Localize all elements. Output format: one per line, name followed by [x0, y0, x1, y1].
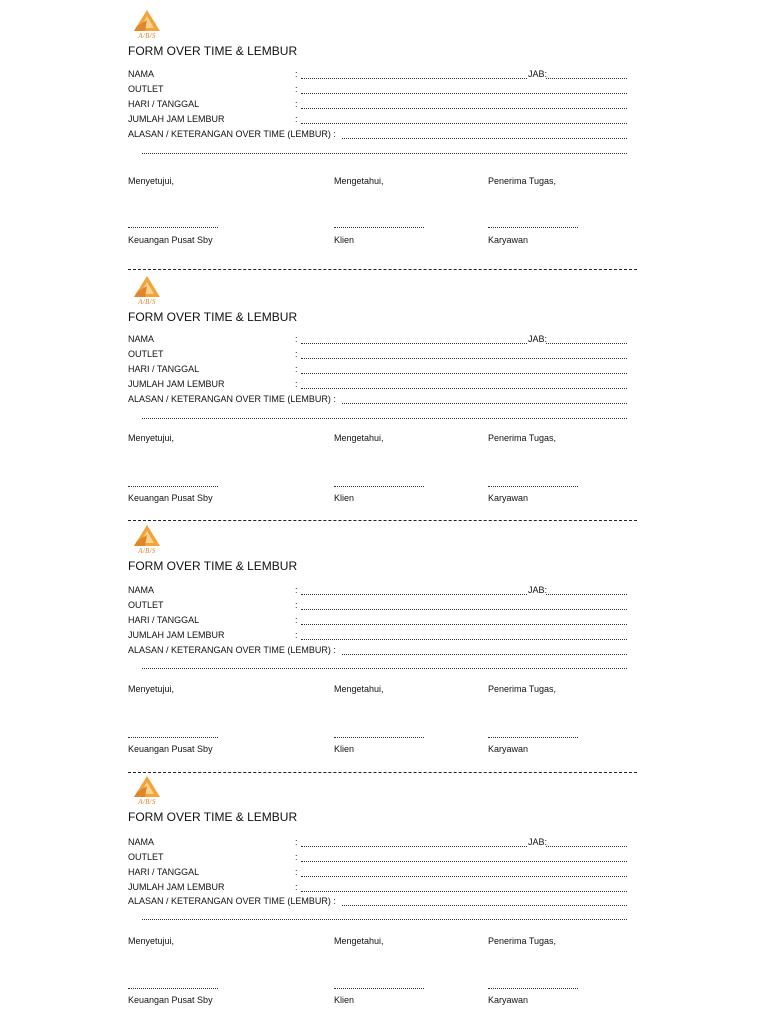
label-nama: NAMA: [128, 585, 155, 595]
label-hari-tanggal: HARI / TANGGAL: [128, 99, 200, 109]
signature-line-keuangan[interactable]: [128, 988, 218, 989]
form-title: FORM OVER TIME & LEMBUR: [128, 44, 298, 58]
signature-line-karyawan[interactable]: [488, 486, 578, 487]
sig-karyawan: Karyawan: [488, 235, 529, 245]
abs-logo-text: A/B/S: [138, 298, 156, 306]
sig-menyetujui: Menyetujui,: [128, 176, 175, 186]
abs-logo-text: A/B/S: [138, 547, 156, 555]
label-jab: JAB:: [528, 585, 548, 595]
sig-penerima-tugas: Penerima Tugas,: [488, 684, 557, 694]
hari-tanggal-field[interactable]: [301, 108, 627, 109]
colon: :: [295, 600, 298, 610]
abs-logo: [130, 276, 164, 308]
alasan-field-line-2[interactable]: [142, 919, 627, 920]
jab-field[interactable]: [546, 594, 627, 595]
sig-keuangan: Keuangan Pusat Sby: [128, 493, 213, 503]
outlet-field[interactable]: [301, 93, 627, 94]
sig-karyawan: Karyawan: [488, 995, 529, 1005]
label-outlet: OUTLET: [128, 84, 164, 94]
sig-mengetahui: Mengetahui,: [334, 176, 384, 186]
sig-keuangan: Keuangan Pusat Sby: [128, 744, 213, 754]
label-hari-tanggal: HARI / TANGGAL: [128, 615, 200, 625]
sig-karyawan: Karyawan: [488, 744, 529, 754]
colon: :: [295, 379, 298, 389]
abs-logo-text: A/B/S: [138, 798, 156, 806]
alasan-field[interactable]: [342, 654, 627, 655]
abs-logo-text: A/B/S: [138, 32, 156, 40]
jumlah-jam-field[interactable]: [301, 891, 627, 892]
signature-line-karyawan[interactable]: [488, 227, 578, 228]
form-title: FORM OVER TIME & LEMBUR: [128, 810, 298, 824]
sig-klien: Klien: [334, 995, 355, 1005]
alasan-field[interactable]: [342, 905, 627, 906]
overtime-form-1: [0, 10, 768, 262]
overtime-form-2: [0, 276, 768, 528]
label-outlet: OUTLET: [128, 349, 164, 359]
abs-logo-icon: [133, 10, 161, 32]
sig-klien: Klien: [334, 744, 355, 754]
signature-line-keuangan[interactable]: [128, 737, 218, 738]
label-outlet: OUTLET: [128, 600, 164, 610]
label-alasan: ALASAN / KETERANGAN OVER TIME (LEMBUR) :: [128, 394, 336, 404]
cut-line: [128, 520, 637, 521]
colon: :: [295, 84, 298, 94]
label-alasan: ALASAN / KETERANGAN OVER TIME (LEMBUR) :: [128, 645, 336, 655]
jumlah-jam-field[interactable]: [301, 123, 627, 124]
colon: :: [295, 852, 298, 862]
signature-line-klien[interactable]: [334, 737, 424, 738]
signature-line-keuangan[interactable]: [128, 486, 218, 487]
sig-menyetujui: Menyetujui,: [128, 936, 175, 946]
outlet-field[interactable]: [301, 861, 627, 862]
abs-logo: [130, 776, 164, 808]
sig-mengetahui: Mengetahui,: [334, 684, 384, 694]
sig-menyetujui: Menyetujui,: [128, 433, 175, 443]
label-alasan: ALASAN / KETERANGAN OVER TIME (LEMBUR) :: [128, 896, 336, 906]
abs-logo-icon: [133, 525, 161, 547]
label-nama: NAMA: [128, 837, 155, 847]
nama-field[interactable]: [301, 594, 527, 595]
colon: :: [295, 615, 298, 625]
label-jab: JAB:: [528, 837, 548, 847]
sig-klien: Klien: [334, 493, 355, 503]
outlet-field[interactable]: [301, 609, 627, 610]
alasan-field-line-2[interactable]: [142, 153, 627, 154]
sig-keuangan: Keuangan Pusat Sby: [128, 235, 213, 245]
outlet-field[interactable]: [301, 358, 627, 359]
colon: :: [295, 837, 298, 847]
nama-field[interactable]: [301, 343, 527, 344]
colon: :: [295, 334, 298, 344]
colon: :: [295, 364, 298, 374]
label-nama: NAMA: [128, 334, 155, 344]
label-jumlah-jam: JUMLAH JAM LEMBUR: [128, 630, 225, 640]
signature-line-klien[interactable]: [334, 486, 424, 487]
abs-logo: [130, 525, 164, 557]
label-jumlah-jam: JUMLAH JAM LEMBUR: [128, 114, 225, 124]
cut-line: [128, 772, 637, 773]
sig-penerima-tugas: Penerima Tugas,: [488, 176, 557, 186]
nama-field[interactable]: [301, 846, 527, 847]
sig-penerima-tugas: Penerima Tugas,: [488, 936, 557, 946]
colon: :: [295, 867, 298, 877]
colon: :: [295, 99, 298, 109]
colon: :: [295, 69, 298, 79]
colon: :: [295, 585, 298, 595]
colon: :: [295, 882, 298, 892]
signature-line-klien[interactable]: [334, 227, 424, 228]
jumlah-jam-field[interactable]: [301, 388, 627, 389]
signature-line-karyawan[interactable]: [488, 988, 578, 989]
jab-field[interactable]: [546, 343, 627, 344]
colon: :: [295, 630, 298, 640]
signature-line-karyawan[interactable]: [488, 737, 578, 738]
label-jab: JAB:: [528, 69, 548, 79]
alasan-field-line-2[interactable]: [142, 418, 627, 419]
abs-logo: [130, 10, 164, 42]
label-nama: NAMA: [128, 69, 155, 79]
label-jab: JAB:: [528, 334, 548, 344]
hari-tanggal-field[interactable]: [301, 373, 627, 374]
form-title: FORM OVER TIME & LEMBUR: [128, 310, 298, 324]
alasan-field[interactable]: [342, 403, 627, 404]
jumlah-jam-field[interactable]: [301, 639, 627, 640]
overtime-form-4: [0, 776, 768, 1028]
label-outlet: OUTLET: [128, 852, 164, 862]
abs-logo-icon: [133, 776, 161, 798]
label-alasan: ALASAN / KETERANGAN OVER TIME (LEMBUR) :: [128, 129, 336, 139]
overtime-form-3: [0, 525, 768, 777]
sig-karyawan: Karyawan: [488, 493, 529, 503]
jab-field[interactable]: [546, 846, 627, 847]
form-title: FORM OVER TIME & LEMBUR: [128, 559, 298, 573]
sig-klien: Klien: [334, 235, 355, 245]
signature-line-klien[interactable]: [334, 988, 424, 989]
sig-mengetahui: Mengetahui,: [334, 936, 384, 946]
alasan-field[interactable]: [342, 138, 627, 139]
signature-line-keuangan[interactable]: [128, 227, 218, 228]
nama-field[interactable]: [301, 78, 527, 79]
label-hari-tanggal: HARI / TANGGAL: [128, 867, 200, 877]
abs-logo-icon: [133, 276, 161, 298]
label-hari-tanggal: HARI / TANGGAL: [128, 364, 200, 374]
colon: :: [295, 114, 298, 124]
jab-field[interactable]: [546, 78, 627, 79]
hari-tanggal-field[interactable]: [301, 876, 627, 877]
hari-tanggal-field[interactable]: [301, 624, 627, 625]
cut-line: [128, 269, 637, 270]
label-jumlah-jam: JUMLAH JAM LEMBUR: [128, 882, 225, 892]
label-jumlah-jam: JUMLAH JAM LEMBUR: [128, 379, 225, 389]
colon: :: [295, 349, 298, 359]
sig-keuangan: Keuangan Pusat Sby: [128, 995, 213, 1005]
sig-penerima-tugas: Penerima Tugas,: [488, 433, 557, 443]
alasan-field-line-2[interactable]: [142, 668, 627, 669]
sig-menyetujui: Menyetujui,: [128, 684, 175, 694]
sig-mengetahui: Mengetahui,: [334, 433, 384, 443]
